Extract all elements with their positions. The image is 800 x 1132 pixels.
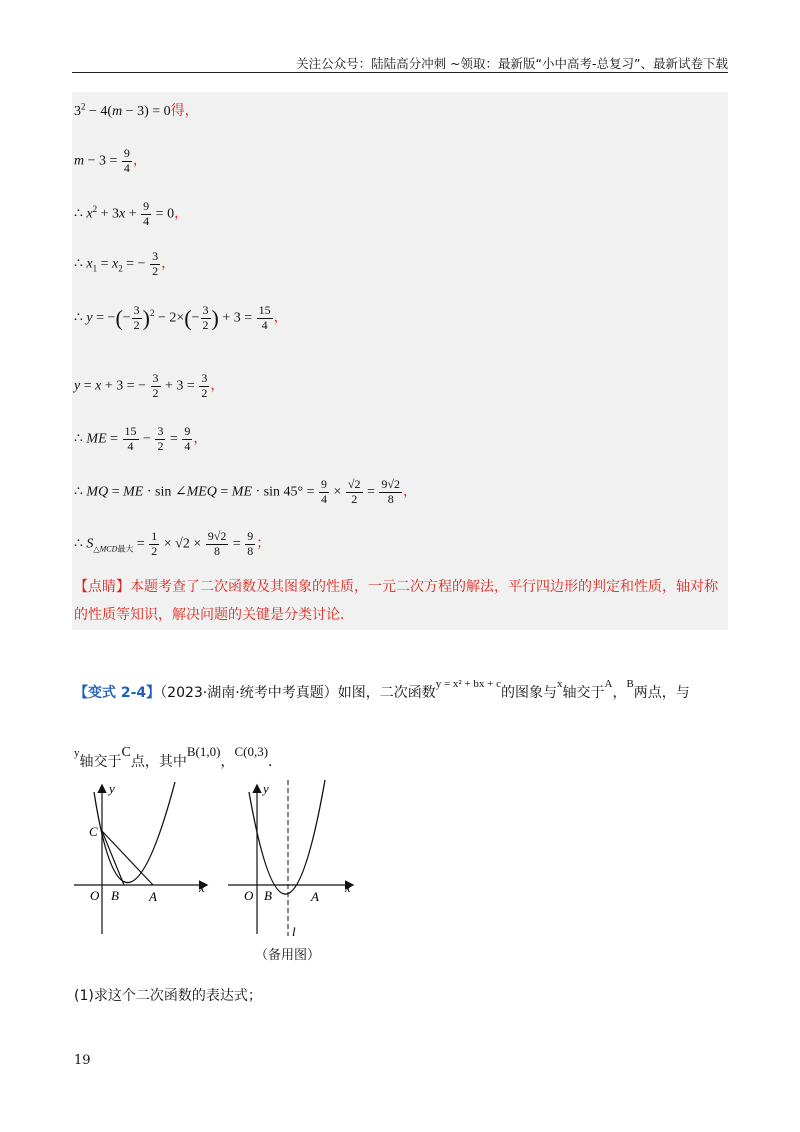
step-me: ∴ ME = $\frac{15}{4}$ − $\frac{3}{2}$ = $\frac{9}{4}$ ，: [74, 424, 208, 453]
problem-line-1: 【变式 2-4】（2023·湖南·统考中考真题）如图，二次函数$^{y = x^2 + bx + c}$的图象与$^x$轴交于$^A$，$^B$两点，与: [74, 678, 690, 701]
header-text: 关注公众号：陆陆高分冲刺 ~领取：最新版“小中高考-总复习”、最新试卷下载: [296, 56, 728, 71]
figure-main: [66, 776, 216, 938]
step-m: m − 3 = $\frac{9}{4}$ ，: [74, 146, 147, 175]
problem-source: （2023·湖南·统考中考真题）如图，二次函数: [160, 685, 436, 701]
note-label: 【点睛】: [74, 579, 130, 595]
problem-label: 【变式 2-4】: [74, 685, 161, 701]
label-y-2: y: [263, 781, 269, 796]
note-paragraph: [74, 573, 726, 629]
step-suffix: 得，: [170, 104, 199, 119]
step-roots: ∴ $x_1 = x_2$ = − $\frac{3}{2}$ ，: [74, 249, 176, 278]
page-header: [72, 52, 728, 73]
figure-spare: [220, 776, 360, 946]
note-text: 本题考查了二次函数及其图象的性质，一元二次方程的解法，平行四边形的判定和性质，轴对称的性质等知识，解决问题的关键是分类讨论．: [74, 579, 718, 623]
segment-cb: [102, 831, 124, 885]
parabola-curve: [94, 782, 175, 883]
label-y: y: [109, 781, 115, 796]
step-area: ∴ $S_{\triangle MCD最大}$ = $\frac{1}{2}$ × √2 × $\frac{9√2}{8}$ = $\frac{9}{8}$ ；: [74, 529, 271, 558]
problem-function: y = x² + bx + c: [435, 678, 501, 690]
segment-ca: [102, 831, 153, 885]
figure-caption: （备用图）: [255, 948, 321, 963]
page-number: 19: [74, 1053, 91, 1068]
label-b-2: B: [264, 888, 272, 903]
step-mq: ∴ MQ = ME · sin ∠MEQ = ME · sin 45° = $\frac{9}{4}$ × $\frac{√2}{2}$ = $\frac{9√2}{8}$ ，: [74, 477, 418, 506]
parabola-curve-2: [249, 780, 325, 894]
step-y-parabola: ∴ y = −(− $\frac{3}{2}$ )$^2$ − 2×(− $\frac{3}{2}$ ) + 3 = $\frac{15}{4}$ ，: [74, 303, 288, 332]
label-x: x: [199, 880, 205, 895]
label-o: O: [90, 888, 100, 903]
label-o-2: O: [244, 888, 254, 903]
label-c: C: [89, 824, 98, 839]
label-a-2: A: [311, 889, 319, 904]
label-x-2: x: [345, 880, 351, 895]
question-1: (1)求这个二次函数的表达式；: [74, 988, 262, 1004]
label-b: B: [111, 888, 119, 903]
label-l: l: [292, 924, 296, 939]
step-discriminant: $3^2 - 4(m - 3) = 0$得，: [74, 101, 199, 119]
label-a: A: [149, 889, 157, 904]
step-y-line: y = x + 3 = − $\frac{3}{2}$ + 3 = $\frac{3}{2}$ ，: [74, 371, 225, 400]
problem-line-2: $^y$轴交于C点，其中B(1,0)，C(0,3)．: [74, 744, 283, 770]
step-equation: ∴ $x^2 + 3x$ + $\frac{9}{4}$ = 0，: [74, 199, 189, 228]
